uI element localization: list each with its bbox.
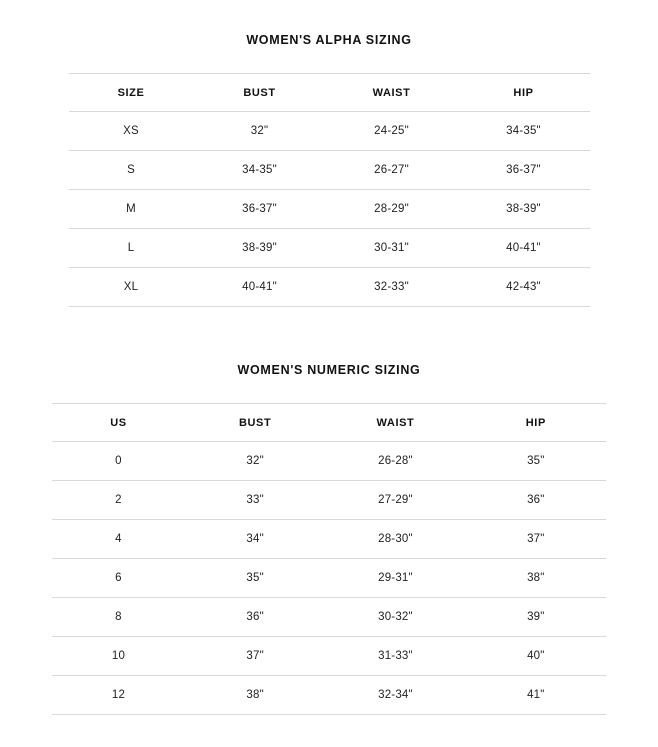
cell-waist: 28-30" xyxy=(325,520,465,559)
cell-us: 10 xyxy=(52,637,185,676)
table-row xyxy=(52,559,606,598)
cell-bust: 36-37" xyxy=(194,190,326,229)
table-body xyxy=(52,442,606,715)
column-header-hip: HIP xyxy=(458,74,590,112)
cell-bust: 34-35" xyxy=(194,151,326,190)
cell-bust: 37" xyxy=(185,637,325,676)
cell-bust: 33" xyxy=(185,481,325,520)
cell-us: 6 xyxy=(52,559,185,598)
cell-us: 4 xyxy=(52,520,185,559)
cell-us: 2 xyxy=(52,481,185,520)
cell-bust: 40-41" xyxy=(194,268,326,307)
cell-size: L xyxy=(69,229,194,268)
column-header-bust: BUST xyxy=(185,404,325,442)
column-header-waist: WAIST xyxy=(325,404,465,442)
cell-waist: 26-28" xyxy=(325,442,465,481)
cell-hip: 38-39" xyxy=(458,190,590,229)
table-row xyxy=(69,190,590,229)
column-header-bust: BUST xyxy=(194,74,326,112)
cell-hip: 40" xyxy=(466,637,606,676)
table-header-row xyxy=(52,404,606,442)
cell-size: XL xyxy=(69,268,194,307)
table-row xyxy=(52,442,606,481)
cell-hip: 36-37" xyxy=(458,151,590,190)
table-row xyxy=(52,676,606,715)
table-row xyxy=(52,520,606,559)
cell-waist: 29-31" xyxy=(325,559,465,598)
cell-waist: 24-25" xyxy=(326,112,458,151)
column-header-size: SIZE xyxy=(69,74,194,112)
numeric-sizing-section xyxy=(0,307,658,715)
table-row xyxy=(69,268,590,307)
cell-hip: 42-43" xyxy=(458,268,590,307)
column-header-waist: WAIST xyxy=(326,74,458,112)
table-header-row xyxy=(69,74,590,112)
cell-hip: 34-35" xyxy=(458,112,590,151)
cell-size: XS xyxy=(69,112,194,151)
cell-us: 0 xyxy=(52,442,185,481)
cell-waist: 32-33" xyxy=(326,268,458,307)
cell-hip: 36" xyxy=(466,481,606,520)
cell-hip: 38" xyxy=(466,559,606,598)
table-row xyxy=(69,151,590,190)
cell-hip: 39" xyxy=(466,598,606,637)
table-row xyxy=(52,598,606,637)
alpha-sizing-title: WOMEN'S ALPHA SIZING xyxy=(246,33,412,47)
cell-bust: 32" xyxy=(194,112,326,151)
table-row xyxy=(52,481,606,520)
cell-hip: 41" xyxy=(466,676,606,715)
cell-bust: 38-39" xyxy=(194,229,326,268)
cell-hip: 35" xyxy=(466,442,606,481)
numeric-sizing-title: WOMEN'S NUMERIC SIZING xyxy=(237,363,421,377)
cell-waist: 30-32" xyxy=(325,598,465,637)
cell-us: 12 xyxy=(52,676,185,715)
cell-waist: 30-31" xyxy=(326,229,458,268)
cell-bust: 34" xyxy=(185,520,325,559)
column-header-us: US xyxy=(52,404,185,442)
cell-bust: 38" xyxy=(185,676,325,715)
column-header-hip: HIP xyxy=(466,404,606,442)
alpha-sizing-section xyxy=(0,0,658,307)
table-header xyxy=(69,74,590,112)
cell-waist: 28-29" xyxy=(326,190,458,229)
cell-waist: 32-34" xyxy=(325,676,465,715)
cell-bust: 35" xyxy=(185,559,325,598)
cell-waist: 26-27" xyxy=(326,151,458,190)
table-body xyxy=(69,112,590,307)
table-header xyxy=(52,404,606,442)
table-row xyxy=(52,637,606,676)
table-row xyxy=(69,229,590,268)
cell-size: M xyxy=(69,190,194,229)
alpha-sizing-table xyxy=(69,73,590,307)
cell-hip: 37" xyxy=(466,520,606,559)
cell-bust: 32" xyxy=(185,442,325,481)
cell-bust: 36" xyxy=(185,598,325,637)
cell-hip: 40-41" xyxy=(458,229,590,268)
table-row xyxy=(69,112,590,151)
cell-size: S xyxy=(69,151,194,190)
cell-waist: 27-29" xyxy=(325,481,465,520)
numeric-sizing-table xyxy=(52,403,606,715)
cell-us: 8 xyxy=(52,598,185,637)
cell-waist: 31-33" xyxy=(325,637,465,676)
